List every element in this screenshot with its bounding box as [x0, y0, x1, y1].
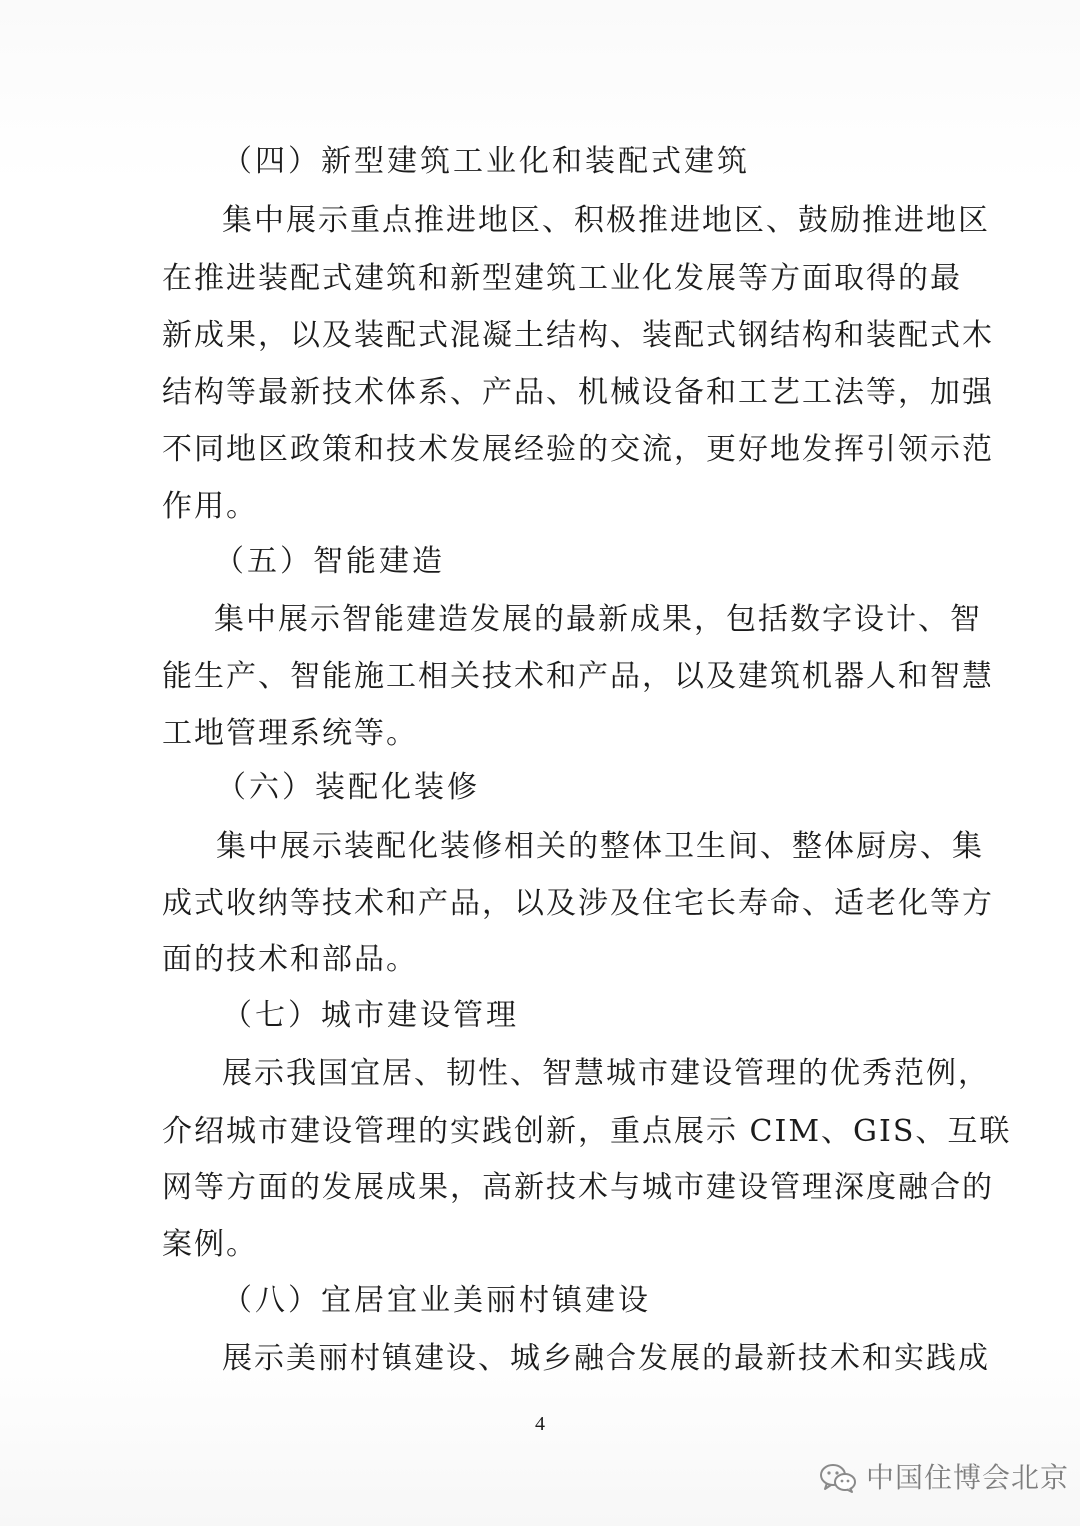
paragraph-line: 案例。	[162, 1227, 258, 1262]
paragraph-line: 网等方面的发展成果，高新技术与城市建设管理深度融合的	[162, 1170, 994, 1205]
section-heading-5: （五）智能建造	[214, 544, 445, 579]
paragraph-line: 展示美丽村镇建设、城乡融合发展的最新技术和实践成	[222, 1341, 990, 1376]
paragraph-line: 集中展示重点推进地区、积极推进地区、鼓励推进地区	[222, 203, 990, 238]
section-heading-8: （八）宜居宜业美丽村镇建设	[222, 1283, 651, 1318]
paragraph-line: 结构等最新技术体系、产品、机械设备和工艺工法等，加强	[162, 375, 994, 410]
paragraph-line: 不同地区政策和技术发展经验的交流，更好地发挥引领示范	[162, 432, 994, 467]
paragraph-line: 介绍城市建设管理的实践创新，重点展示 CIM、GIS、互联	[162, 1114, 1012, 1149]
section-heading-4: （四）新型建筑工业化和装配式建筑	[222, 144, 750, 179]
wechat-icon	[818, 1461, 858, 1495]
paragraph-line: 作用。	[162, 489, 258, 524]
paragraph-line: 面的技术和部品。	[162, 942, 418, 977]
paragraph-line: 工地管理系统等。	[162, 716, 418, 751]
section-heading-6: （六）装配化装修	[216, 770, 480, 805]
watermark	[818, 1456, 1069, 1500]
paragraph-line: 能生产、智能施工相关技术和产品，以及建筑机器人和智慧	[162, 659, 994, 694]
paragraph-line: 展示我国宜居、韧性、智慧城市建设管理的优秀范例，	[222, 1056, 990, 1091]
paragraph-line: 新成果，以及装配式混凝土结构、装配式钢结构和装配式木	[162, 318, 994, 353]
section-heading-7: （七）城市建设管理	[222, 998, 519, 1033]
page-number: 4	[535, 1413, 545, 1435]
watermark-text: 中国住博会北京	[866, 1461, 1070, 1494]
paragraph-line: 在推进装配式建筑和新型建筑工业化发展等方面取得的最	[162, 261, 962, 296]
paragraph-line: 成式收纳等技术和产品，以及涉及住宅长寿命、适老化等方	[162, 886, 994, 921]
paragraph-line: 集中展示装配化装修相关的整体卫生间、整体厨房、集	[216, 829, 984, 864]
paragraph-line: 集中展示智能建造发展的最新成果，包括数字设计、智	[214, 602, 982, 637]
